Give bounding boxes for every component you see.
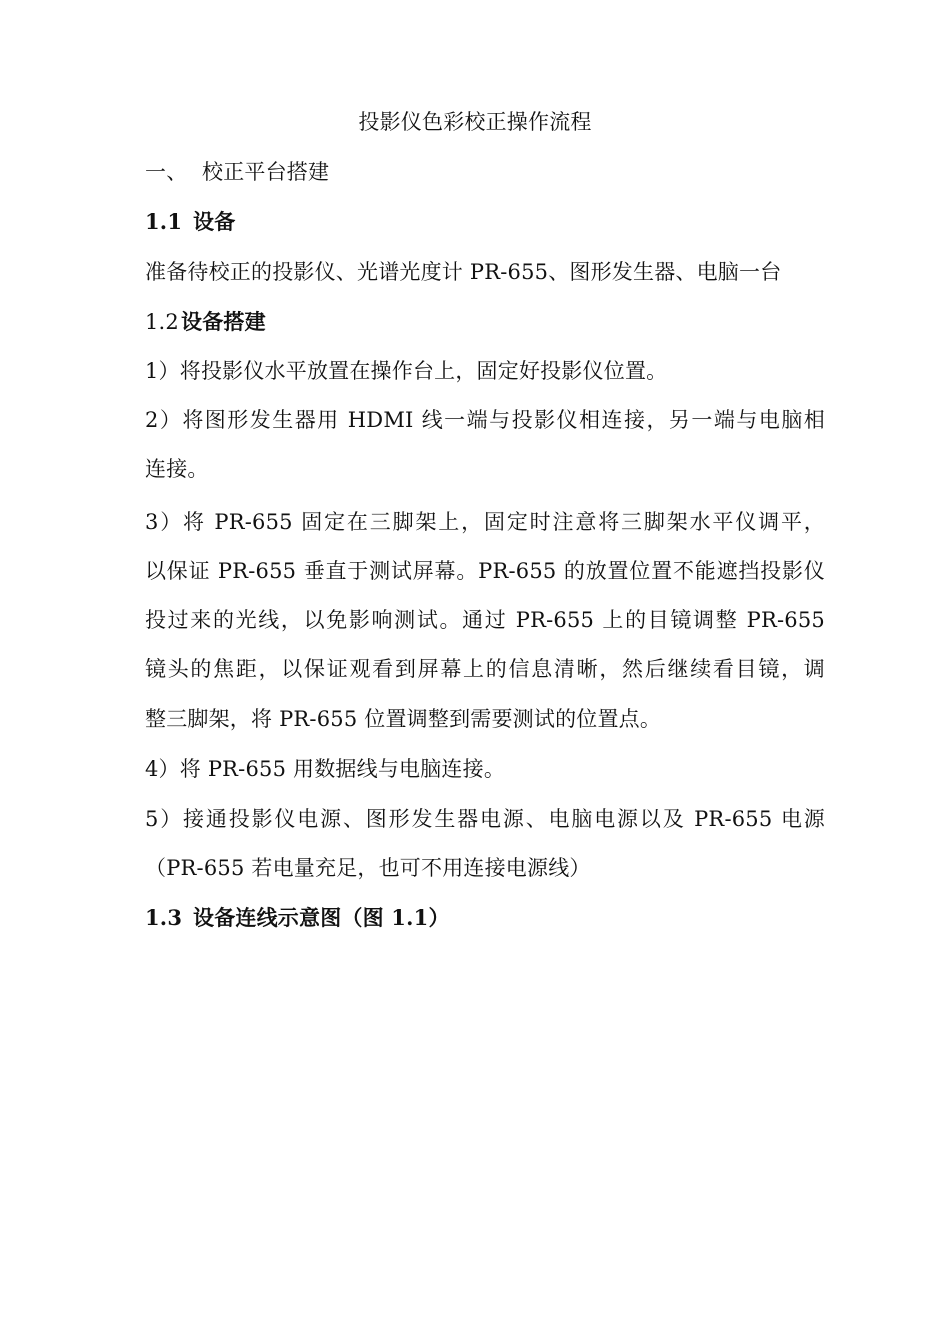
subsection-heading-1-2: [145, 308, 825, 336]
subsection-number: 1.3: [145, 905, 183, 930]
step-5-line-2: （PR-655 若电量充足，也可不用连接电源线）: [145, 856, 591, 880]
step-3-line-3: 投过来的光线，以免影响测试。通过 PR-655 上的目镜调整 PR-655: [145, 608, 825, 632]
subsection-heading-1-3: [145, 904, 825, 932]
equipment-paragraph: 准备待校正的投影仪、光谱光度计 PR-655、图形发生器、电脑一台: [145, 260, 782, 284]
subsection-heading-1-1: [145, 208, 825, 236]
subsection-title: 设备: [193, 209, 236, 234]
step-3-line-1: 3）将 PR-655 固定在三脚架上，固定时注意将三脚架水平仪调平，: [145, 510, 825, 534]
step-2-line-2: 连接。: [145, 457, 209, 481]
section-heading-1: [145, 158, 825, 186]
step-2-line-1: 2）将图形发生器用 HDMI 线一端与投影仪相连接，另一端与电脑相: [145, 408, 825, 432]
step-3-line-5: 整三脚架，将 PR-655 位置调整到需要测试的位置点。: [145, 707, 662, 731]
subsection-number: 1.2: [145, 310, 179, 334]
subsection-title: 设备搭建: [181, 309, 266, 334]
section-title: 校正平台搭建: [202, 160, 330, 184]
section-marker: 一、: [145, 160, 188, 184]
step-1-line-1: 1）将投影仪水平放置在操作台上，固定好投影仪位置。: [145, 359, 668, 383]
step-3-line-4: 镜头的焦距，以保证观看到屏幕上的信息清晰，然后继续看目镜，调: [145, 657, 825, 681]
step-5-line-1: 5）接通投影仪电源、图形发生器电源、电脑电源以及 PR-655 电源: [145, 807, 825, 831]
step-3-line-2: 以保证 PR-655 垂直于测试屏幕。PR-655 的放置位置不能遮挡投影仪: [145, 559, 825, 583]
subsection-number: 1.1: [145, 209, 183, 234]
document-title: 投影仪色彩校正操作流程: [358, 110, 592, 134]
subsection-title: 设备连线示意图（图 1.1）: [193, 905, 450, 930]
step-4-line-1: 4）将 PR-655 用数据线与电脑连接。: [145, 757, 506, 781]
